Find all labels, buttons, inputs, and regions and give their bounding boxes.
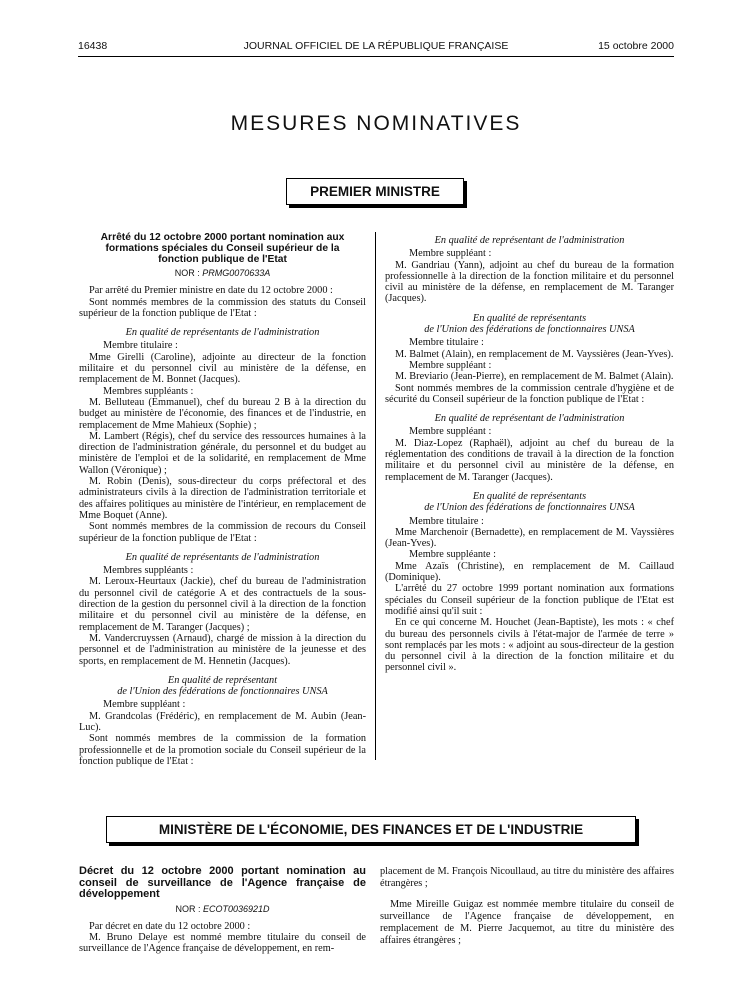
nor-code: ECOT0036921D [202, 903, 270, 914]
paragraph: Sont nommés membres de la commission des statuts du Conseil supérieur de la fonction publique de l'Etat : [79, 296, 366, 319]
paragraph: placement de M. François Nicoullaud, au titre du ministère des affaires étrangères ; [380, 866, 674, 889]
subheading: En qualité de représentant de l'administration [434, 413, 625, 425]
paragraph: Par arrêté du Premier ministre en date du 12 octobre 2000 : [89, 285, 333, 297]
paragraph: M. Gandriau (Yann), adjoint au chef du bureau de la formation professionnelle à la direction de la fonction militaire et du personnel civil au ministère de la défense, en remplacement de M. Taranger (Jacques). [385, 259, 674, 305]
paragraph: M. Breviario (Jean-Pierre), en remplacement de M. Balmet (Alain). [395, 371, 674, 383]
paragraph: Mme Marchenoir (Bernadette), en remplacement de M. Vayssières (Jean-Yves). [385, 526, 674, 550]
subheading: En qualité de représentants de l'administration [125, 551, 320, 563]
paragraph: Sont nommés membres de la commission de la formation professionnelle et de la promotion sociale du Conseil supérieur de la fonction publique de l'Etat : [79, 733, 366, 767]
paragraph: M. Grandcolas (Frédéric), en remplacement de M. Aubin (Jean-Luc). [79, 710, 366, 733]
arrete-column-left [79, 232, 366, 767]
member-label: Membre suppléant : [409, 248, 492, 260]
section-heading-ministere-economie: MINISTÈRE DE L'ÉCONOMIE, DES FINANCES ET DE L'INDUSTRIE [106, 816, 636, 843]
member-label: Membre suppléant : [103, 699, 186, 711]
decret-column-right [380, 866, 674, 947]
paragraph: M. Vandercruyssen (Arnaud), chargé de mission à la direction du personnel et de l'administration au ministère de la jeunesse et des sports, en remplacement de M. Hennetin (Jacques). [79, 632, 366, 667]
paragraph: Mme Mireille Guigaz est nommée membre titulaire du conseil de surveillance de l'Agence française de développement, en remplacement de M. Pierre Jacquemot, au titre du ministère des affaires étrangères ; [380, 899, 674, 946]
paragraph: Mme Azaïs (Christine), en remplacement de M. Caillaud (Dominique). [385, 560, 674, 584]
page-header [78, 40, 674, 57]
page-number: 16438 [78, 40, 108, 52]
paragraph: En ce qui concerne M. Houchet (Jean-Baptiste), les mots : « chef du bureau des personnels civils à l'état-major de l'armée de terre » sont remplacés par les mots : « adjoint au sous-directeur de la gestion du personnel civil à la direction de la fonction militaire et du personnel civil ». [385, 617, 674, 674]
subheading: de l'Union des fédérations de fonctionnaires UNSA [117, 686, 328, 698]
page-title: MESURES NOMINATIVES [230, 112, 522, 135]
decret-title: Décret du 12 octobre 2000 portant nomination au conseil de surveillance de l'Agence française de développement [79, 865, 366, 900]
section-heading-premier-ministre: PREMIER MINISTRE [286, 178, 464, 205]
issue-date: 15 octobre 2000 [598, 40, 674, 52]
nor-label: NOR : [174, 268, 200, 278]
nor-label: NOR : [175, 903, 201, 914]
paragraph: M. Balmet (Alain), en remplacement de M. Vayssières (Jean-Yves). [395, 348, 674, 360]
member-label: Membre titulaire : [103, 340, 178, 352]
decret-nor [79, 904, 366, 915]
journal-title: JOURNAL OFFICIEL DE LA RÉPUBLIQUE FRANÇAISE [243, 40, 509, 52]
paragraph: M. Leroux-Heurtaux (Jackie), chef du bureau de l'administration du personnel civil de catégorie A et des contractuels de la sous-direction de la gestion du personnel civil à la direction de la fonction militaire et du personnel civil au ministère de la défense, en remplacement de M. Taranger (Jacques) ; [79, 576, 366, 633]
column-divider [375, 232, 376, 760]
member-label: Membres suppléants : [103, 565, 194, 577]
paragraph: M. Bruno Delaye est nommé membre titulaire du conseil de surveillance de l'Agence française de développement, en rem- [79, 932, 366, 955]
paragraph: Sont nommés membres de la commission centrale d'hygiène et de sécurité du Conseil supérieur de la fonction publique de l'Etat : [385, 382, 674, 405]
subheading: En qualité de représentants [472, 312, 587, 324]
paragraph: L'arrêté du 27 octobre 1999 portant nomination aux formations spéciales du Conseil supérieur de la fonction publique de l'Etat est modifié ainsi qu'il suit : [385, 583, 674, 617]
member-label: Membre suppléant : [409, 426, 492, 438]
arrete-column-right [385, 232, 674, 674]
member-label: Membre titulaire : [409, 337, 484, 349]
paragraph: M. Diaz-Lopez (Raphaël), adjoint au chef du bureau de la réglementation des conditions de travail à la direction de la fonction militaire et du personnel civil au ministère de la défense, en remplacement de M. Taranger (Jacques). [385, 437, 674, 483]
subheading: de l'Union des fédérations de fonctionnaires UNSA [424, 324, 635, 336]
nor-code: PRMG0070633A [202, 268, 271, 278]
member-label: Membre suppléant : [409, 359, 492, 371]
subheading: En qualité de représentants [472, 490, 587, 502]
arrete-nor [79, 268, 366, 279]
member-label: Membre titulaire : [409, 515, 484, 527]
subheading: En qualité de représentant [167, 674, 278, 686]
decret-column-left [79, 866, 366, 955]
spacer [380, 890, 674, 899]
member-label: Membres suppléants : [103, 385, 194, 397]
paragraph: Mme Girelli (Caroline), adjointe au directeur de la fonction militaire et du personnel civil au ministère de la défense, en remplacement de M. Bonnet (Jacques). [79, 351, 366, 386]
subheading: de l'Union des fédérations de fonctionnaires UNSA [424, 502, 635, 514]
subheading: En qualité de représentant de l'administration [434, 235, 625, 246]
arrete-title: Arrêté du 12 octobre 2000 portant nomination aux formations spéciales du Conseil supérieur de la fonction publique de l'Etat [100, 232, 345, 265]
paragraph: M. Robin (Denis), sous-directeur du corps préfectoral et des administrateurs civils à la direction de l'administration territoriale et des affaires politiques au ministère de l'intérieur, en remplacement de Mme Boquet (Anne). [79, 476, 366, 521]
paragraph: M. Lambert (Régis), chef du service des ressources humaines à la direction de l'administration générale, du personnel et du budget au ministère de l'emploi et de la solidarité, en remplacement de Mme Wallon (Véronique) ; [79, 430, 366, 476]
member-label: Membre suppléante : [409, 549, 496, 561]
paragraph: Sont nommés membres de la commission de recours du Conseil supérieur de la fonction publique de l'Etat : [79, 521, 366, 544]
paragraph: Par décret en date du 12 octobre 2000 : [89, 920, 251, 932]
subheading: En qualité de représentants de l'administration [125, 327, 320, 339]
paragraph: M. Belluteau (Emmanuel), chef du bureau 2 B à la direction du budget au ministère de l'économie, des finances et de l'industrie, en remplacement de Mme Mahieux (Sophie) ; [79, 396, 366, 431]
